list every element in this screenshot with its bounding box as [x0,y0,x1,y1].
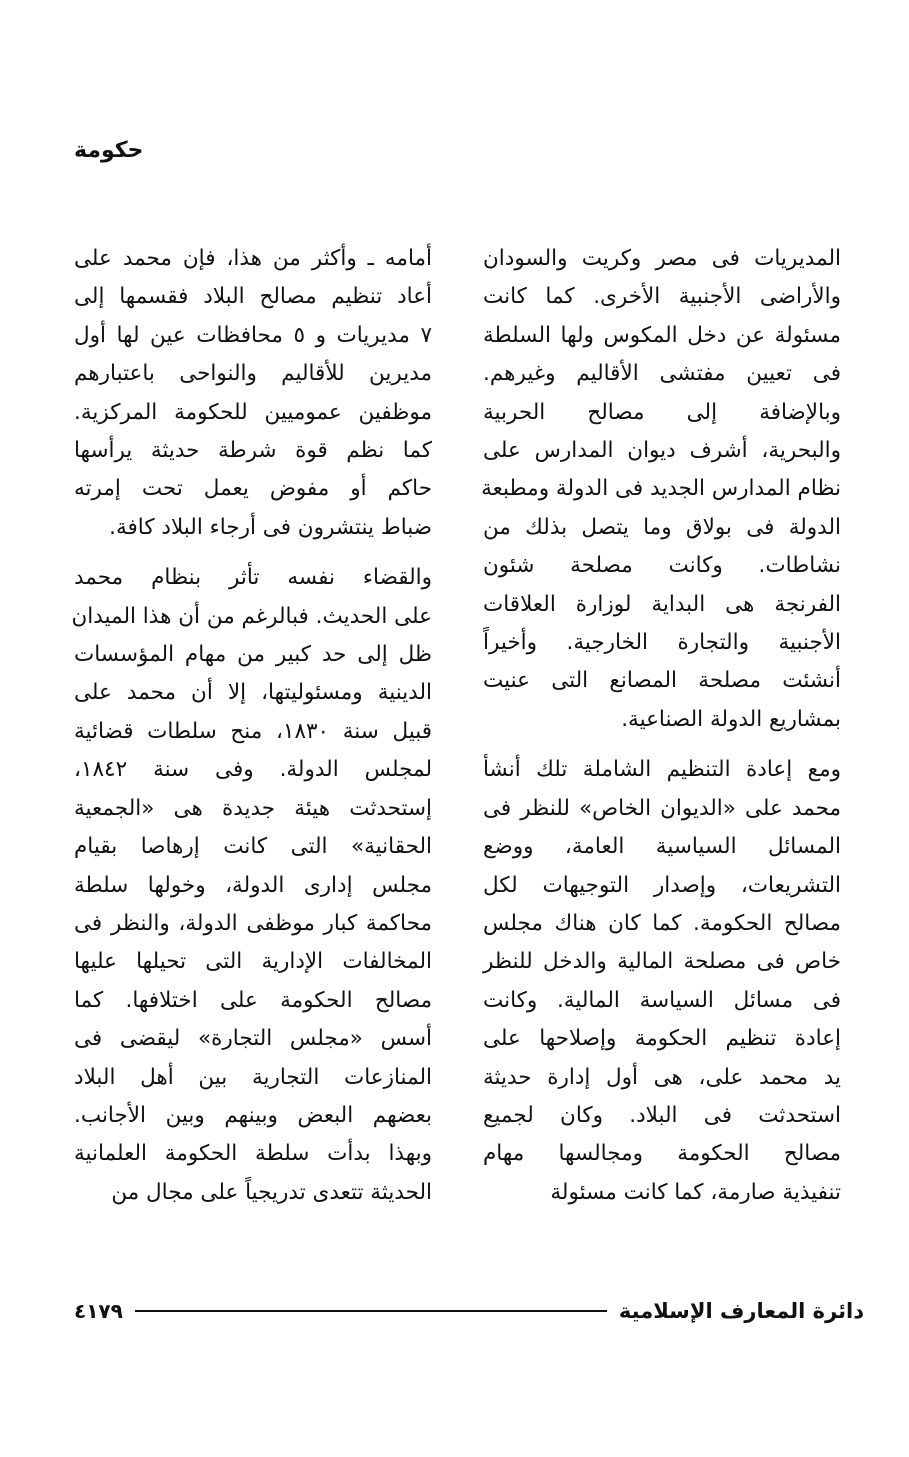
text-line: استحدثت فى البلاد. وكان لجميع [483,1102,841,1128]
text-line: محاكمة كبار موظفى الدولة، والنظر فى [74,910,432,936]
text-line: المخالفات الإدارية التى تحيلها عليها [74,949,432,975]
text-line: مجلس إدارى الدولة، وخولها سلطة [74,872,432,898]
text-line: تنفيذية صارمة، كما كانت مسئولة [550,1179,841,1205]
text-line: الأجنبية والتجارة الخارجية. وأخيراً [483,630,841,656]
text-line: فى تعيين مفتشى الأقاليم وغيرهم. [483,361,841,387]
text-line: أنشئت مصلحة المصانع التى عنيت [483,668,841,694]
text-line: قبيل سنة ١٨٣٠، منح سلطات قضائية [74,718,433,744]
text-line: الدولة فى بولاق وما يتصل بذلك من [483,514,841,540]
text-line: بعضهم البعض وبينهم وبين الأجانب. [74,1102,432,1128]
text-line: خاص فى مصلحة المالية والدخل للنظر [483,949,841,975]
text-line: ظل إلى حد كبير من مهام المؤسسات [74,642,432,668]
paragraph [71,559,433,1212]
text-line: الدينية ومسئوليتها، إلا أن محمد على [74,680,432,706]
text-line: كما نظم قوة شرطة حديثة يرأسها [74,438,432,464]
text-line: الفرنجة هى البداية لوزارة العلاقات [483,591,841,617]
running-header: حكومة [74,138,144,163]
text-line: مصالح الحكومة ومجالسها مهام [483,1141,841,1167]
text-line: وبالإضافة إلى مصالح الحربية [483,399,841,425]
text-line: موظفين عموميين للحكومة المركزية. [74,399,432,425]
text-line: وبهذا بدأت سلطة الحكومة العلمانية [74,1141,432,1167]
text-line: حاكم أو مفوض يعمل تحت إمرته [74,476,432,502]
text-line: الحقانية» التى كانت إرهاصا بقيام [74,834,432,860]
text-line: بمشاريع الدولة الصناعية. [621,706,841,732]
text-line: أمامه ـ وأكثر من هذا، فإن محمد على [74,246,432,271]
text-line: التشريعات، وإصدار التوجيهات لكل [483,872,841,898]
text-line: على الحديث. فبالرغم من أن هذا الميدان [71,603,432,629]
paragraph [74,240,432,547]
text-line: الحديثة تتعدى تدريجياً على مجال من [111,1179,432,1205]
text-line: أعاد تنظيم مصالح البلاد فقسمها إلى [74,284,432,310]
text-line: ومع إعادة التنظيم الشاملة تلك أنشأ [483,757,841,783]
text-line: يد محمد على، هى أول إدارة حديثة [483,1064,841,1090]
text-line: مصالح الحكومة على اختلافها. كما [74,987,432,1013]
text-line: إستحدثت هيئة جديدة هى «الجمعية [74,795,432,821]
text-line: مسئولة عن دخل المكوس ولها السلطة [483,322,841,348]
text-line: إعادة تنظيم الحكومة وإصلاحها على [483,1026,841,1052]
text-line: والبحرية، أشرف ديوان المدارس على [483,438,841,464]
text-line: المديريات فى مصر وكريت والسودان [483,246,841,271]
text-line: والقضاء نفسه تأثر بنظام محمد [74,565,432,591]
text-line: فى مسائل السياسة المالية. وكانت [483,987,841,1013]
text-line: نشاطات. وكانت مصلحة شئون [483,553,841,579]
footer-rule [135,1310,607,1312]
text-line: المنازعات التجارية بين أهل البلاد [74,1064,432,1090]
text-line: ٧ مديريات و ٥ محافظات عين لها أول [74,322,432,348]
paragraph [483,240,841,739]
text-line: لمجلس الدولة. وفى سنة ١٨٤٢، [74,757,432,783]
text-line: ضباط ينتشرون فى أرجاء البلاد كافة. [109,514,432,540]
page-number: ٤١٧٩ [74,1299,123,1323]
right-column [483,240,841,1212]
page-footer [74,1296,864,1326]
text-line: مصالح الحكومة. كما كان هناك مجلس [483,910,841,936]
encyclopedia-title: دائرة المعارف الإسلامية [618,1299,864,1323]
text-line: محمد على «الديوان الخاص» للنظر فى [483,795,841,821]
left-column [71,240,433,1212]
paragraph [483,751,841,1212]
text-line: أسس «مجلس التجارة» ليقضى فى [74,1026,432,1052]
text-line: المسائل السياسية العامة، ووضع [483,834,841,860]
text-line: مديرين للأقاليم والنواحى باعتبارهم [74,361,432,387]
text-line: نظام المدارس الجديد فى الدولة ومطبعة [481,476,841,502]
text-line: والأراضى الأجنبية الأخرى. كما كانت [483,284,841,310]
